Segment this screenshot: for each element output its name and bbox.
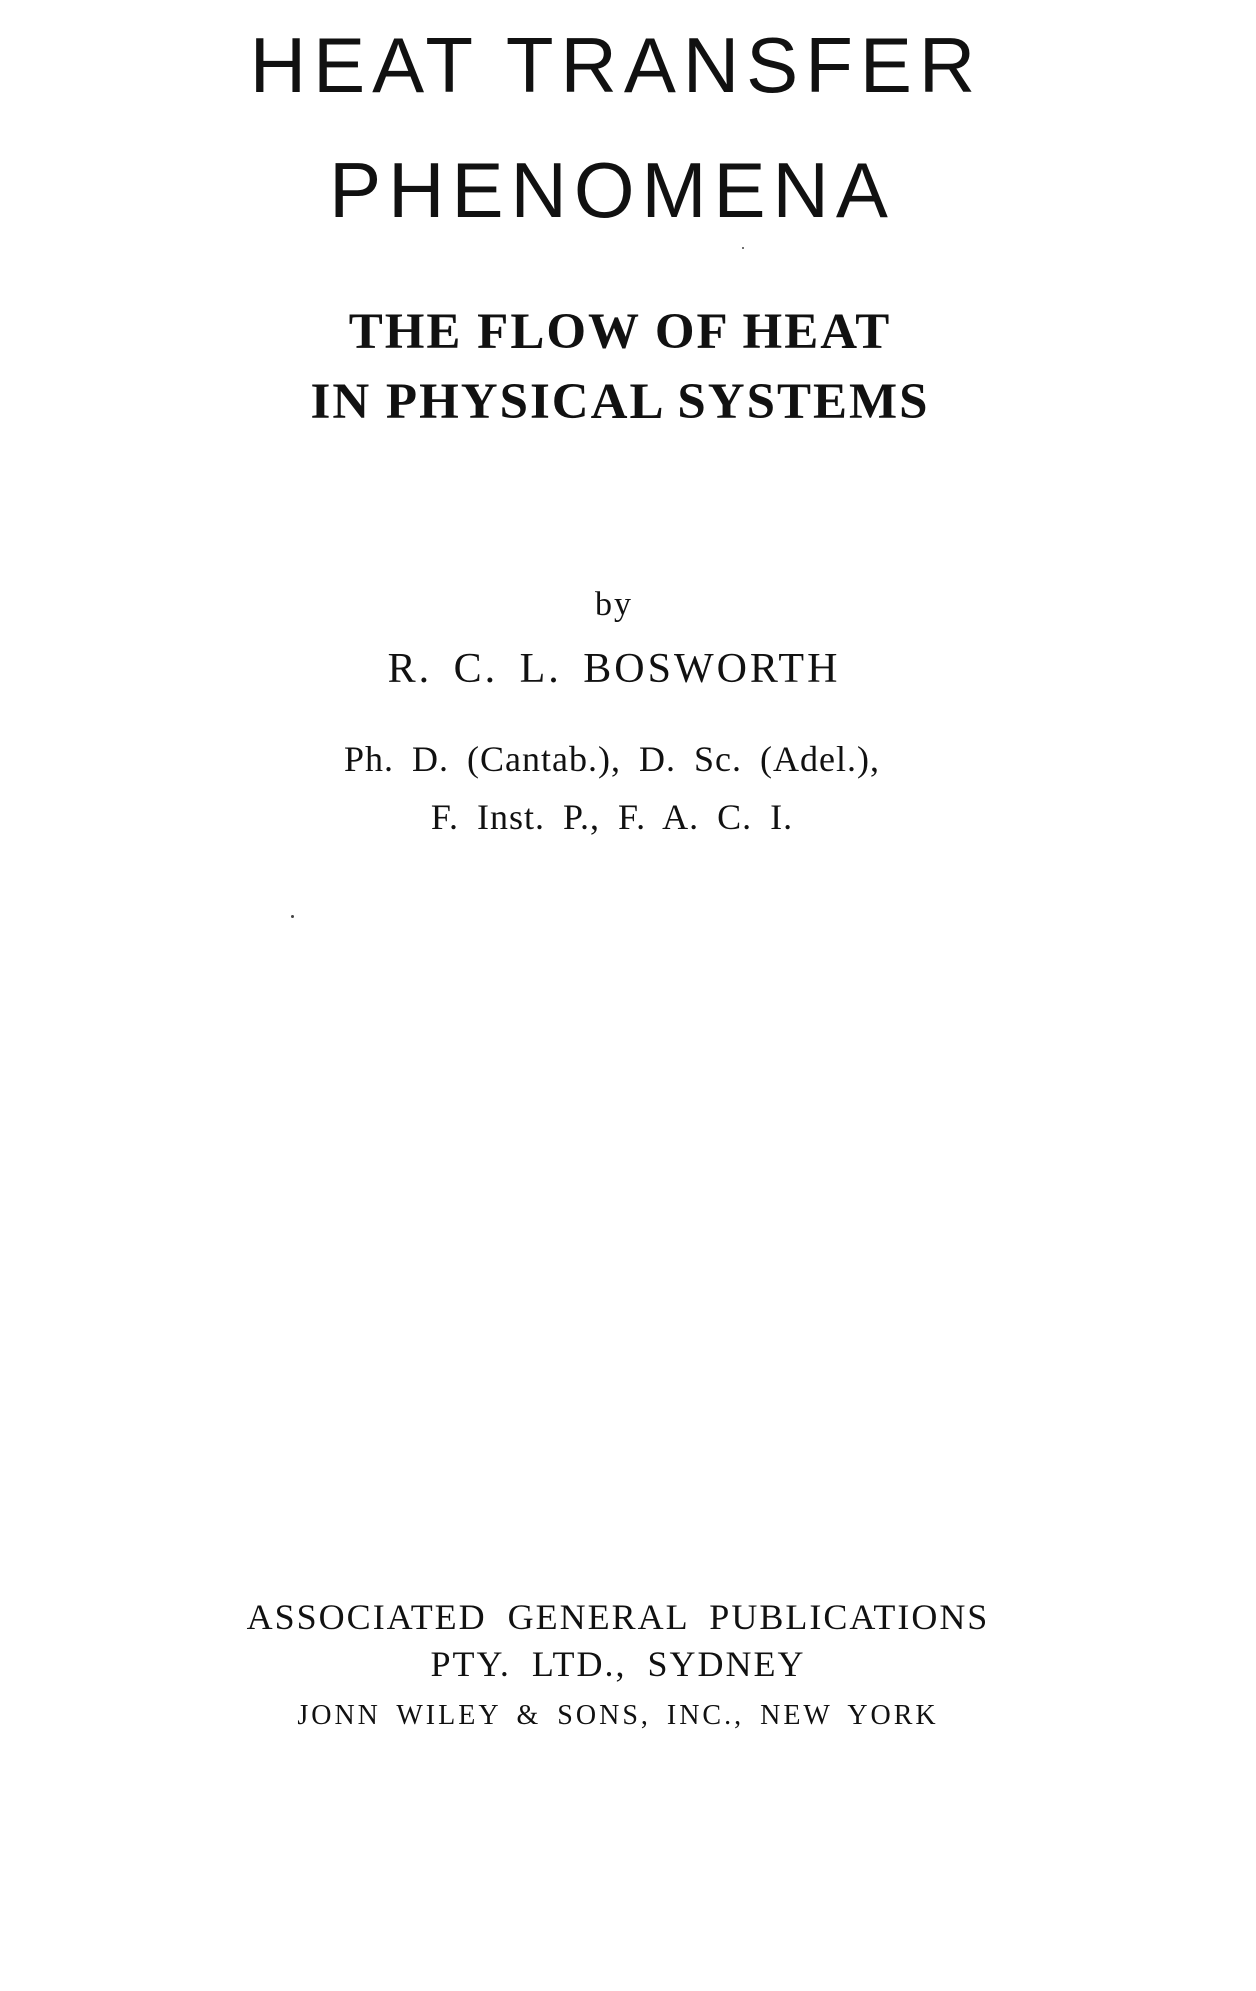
publisher-line-3: JONN WILEY & SONS, INC., NEW YORK <box>297 1700 939 1731</box>
book-subtitle-line-2: IN PHYSICAL SYSTEMS <box>310 374 930 430</box>
publisher-line-1: ASSOCIATED GENERAL PUBLICATIONS <box>246 1597 990 1637</box>
by-label: by <box>595 586 633 623</box>
author-credentials-line-2: F. Inst. P., F. A. C. I. <box>430 797 794 837</box>
author-name: R. C. L. BOSWORTH <box>387 646 841 692</box>
print-speck <box>742 247 744 249</box>
book-subtitle-line-1: THE FLOW OF HEAT <box>348 304 892 360</box>
author-credentials-line-1: Ph. D. (Cantab.), D. Sc. (Adel.), <box>344 739 880 779</box>
print-speck <box>291 915 294 918</box>
publisher-line-2: PTY. LTD., SYDNEY <box>430 1644 806 1684</box>
book-title-line-1: HEAT TRANSFER <box>249 21 983 109</box>
book-title-line-2: PHENOMENA <box>329 146 895 234</box>
